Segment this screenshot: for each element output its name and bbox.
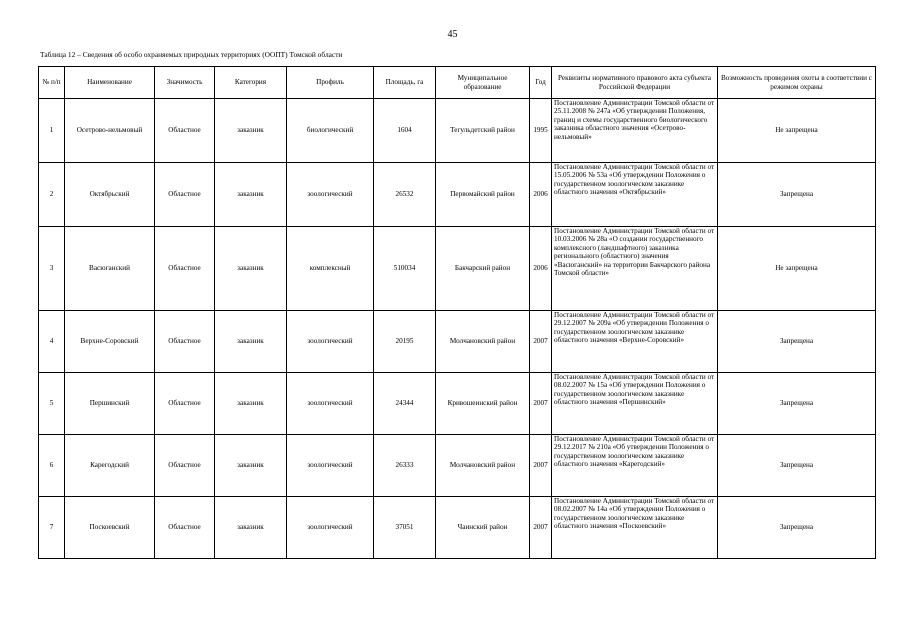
cell-hunting: Запрещена <box>718 497 876 559</box>
cell-significance: Областное <box>155 435 215 497</box>
cell-year: 2007 <box>530 373 552 435</box>
cell-municipality: Тегульдетский район <box>436 99 530 163</box>
cell-profile: зоологический <box>287 435 374 497</box>
cell-name: Осетрово-нельмовый <box>65 99 155 163</box>
cell-profile: зоологический <box>287 311 374 373</box>
header-area: Площадь, га <box>374 67 436 99</box>
cell-significance: Областное <box>155 497 215 559</box>
table-caption: Таблица 12 – Сведения об особо охраняемых природных территориях (ООПТ) Томской области <box>40 50 343 59</box>
cell-act: Постановление Администрации Томской области от 08.02.2007 № 14а «Об утверждении Положения о государственном зоологическом заказнике областного значения «Поскоевский» <box>552 497 718 559</box>
cell-hunting: Запрещена <box>718 373 876 435</box>
cell-category: заказник <box>215 227 287 311</box>
cell-act: Постановление Администрации Томской области от 08.02.2007 № 15а «Об утверждении Положения о государственном зоологическом заказнике областного значения «Першинский» <box>552 373 718 435</box>
cell-num: 2 <box>39 163 65 227</box>
cell-year: 2007 <box>530 497 552 559</box>
cell-num: 3 <box>39 227 65 311</box>
table-row <box>39 99 876 163</box>
table-row <box>39 227 876 311</box>
header-hunting: Возможность проведения охоты в соответствии с режимом охраны <box>718 67 876 99</box>
table-row <box>39 497 876 559</box>
cell-year: 1995 <box>530 99 552 163</box>
cell-significance: Областное <box>155 311 215 373</box>
cell-significance: Областное <box>155 163 215 227</box>
cell-category: заказник <box>215 99 287 163</box>
cell-num: 7 <box>39 497 65 559</box>
page-number: 45 <box>447 29 458 40</box>
cell-name: Октябрьский <box>65 163 155 227</box>
table-row <box>39 311 876 373</box>
cell-profile: зоологический <box>287 373 374 435</box>
cell-hunting: Запрещена <box>718 435 876 497</box>
cell-name: Верхне-Соровский <box>65 311 155 373</box>
cell-act: Постановление Администрации Томской области от 29.12.2007 № 209а «Об утверждении Положения о государственном зоологическом заказнике областного значения «Верхне-Соровский» <box>552 311 718 373</box>
header-significance: Значимость <box>155 67 215 99</box>
cell-area: 1604 <box>374 99 436 163</box>
header-num: № п/п <box>39 67 65 99</box>
header-municipality: Муниципальное образование <box>436 67 530 99</box>
header-act: Реквизиты нормативного правового акта субъекта Российской Федерации <box>552 67 718 99</box>
cell-significance: Областное <box>155 99 215 163</box>
cell-municipality: Первомайский район <box>436 163 530 227</box>
cell-name: Карегодский <box>65 435 155 497</box>
cell-profile: комплексный <box>287 227 374 311</box>
cell-area: 37051 <box>374 497 436 559</box>
header-category: Категория <box>215 67 287 99</box>
cell-significance: Областное <box>155 373 215 435</box>
header-year: Год <box>530 67 552 99</box>
cell-year: 2006 <box>530 227 552 311</box>
cell-area: 24344 <box>374 373 436 435</box>
cell-act: Постановление Администрации Томской области от 29.12.2017 № 210а «Об утверждении Положения о государственном зоологическом заказнике областного значения «Карегодский» <box>552 435 718 497</box>
cell-municipality: Чаинский район <box>436 497 530 559</box>
table-header-row <box>39 67 876 99</box>
cell-act: Постановление Администрации Томской области от 25.11.2008 № 247а «Об утверждении Положения, границ и схемы государственного биологического заказника областного значения «Осетрово-нельмовый» <box>552 99 718 163</box>
cell-act: Постановление Администрации Томской области от 15.05.2006 № 53а «Об утверждении Положения о государственном зоологическом заказнике областного значения «Октябрьский» <box>552 163 718 227</box>
cell-hunting: Запрещена <box>718 311 876 373</box>
cell-area: 26532 <box>374 163 436 227</box>
table-body <box>39 99 876 559</box>
cell-act: Постановление Администрации Томской области от 10.03.2006 № 28а «О создании государственного комплексного (ландшафтного) заказника регионального (областного) значения «Васюганский» на территории Бакчарского района Томской области» <box>552 227 718 311</box>
cell-municipality: Молчановский район <box>436 311 530 373</box>
cell-significance: Областное <box>155 227 215 311</box>
cell-profile: зоологический <box>287 163 374 227</box>
table-row <box>39 163 876 227</box>
cell-year: 2007 <box>530 435 552 497</box>
cell-num: 4 <box>39 311 65 373</box>
cell-year: 2006 <box>530 163 552 227</box>
header-profile: Профиль <box>287 67 374 99</box>
cell-profile: биологический <box>287 99 374 163</box>
cell-name: Поскоевский <box>65 497 155 559</box>
protected-areas-table <box>38 66 876 559</box>
cell-year: 2007 <box>530 311 552 373</box>
cell-category: заказник <box>215 163 287 227</box>
cell-area: 26333 <box>374 435 436 497</box>
cell-profile: зоологический <box>287 497 374 559</box>
table-row <box>39 435 876 497</box>
cell-municipality: Бакчарский район <box>436 227 530 311</box>
cell-num: 1 <box>39 99 65 163</box>
cell-category: заказник <box>215 373 287 435</box>
cell-hunting: Не запрещена <box>718 99 876 163</box>
cell-name: Першинский <box>65 373 155 435</box>
cell-category: заказник <box>215 497 287 559</box>
cell-hunting: Не запрещена <box>718 227 876 311</box>
cell-category: заказник <box>215 435 287 497</box>
cell-area: 510034 <box>374 227 436 311</box>
cell-num: 5 <box>39 373 65 435</box>
header-name: Наименование <box>65 67 155 99</box>
cell-municipality: Молчановский район <box>436 435 530 497</box>
cell-municipality: Кривошеинский район <box>436 373 530 435</box>
cell-num: 6 <box>39 435 65 497</box>
table-row <box>39 373 876 435</box>
cell-hunting: Запрещена <box>718 163 876 227</box>
cell-area: 20195 <box>374 311 436 373</box>
cell-category: заказник <box>215 311 287 373</box>
cell-name: Васюганский <box>65 227 155 311</box>
